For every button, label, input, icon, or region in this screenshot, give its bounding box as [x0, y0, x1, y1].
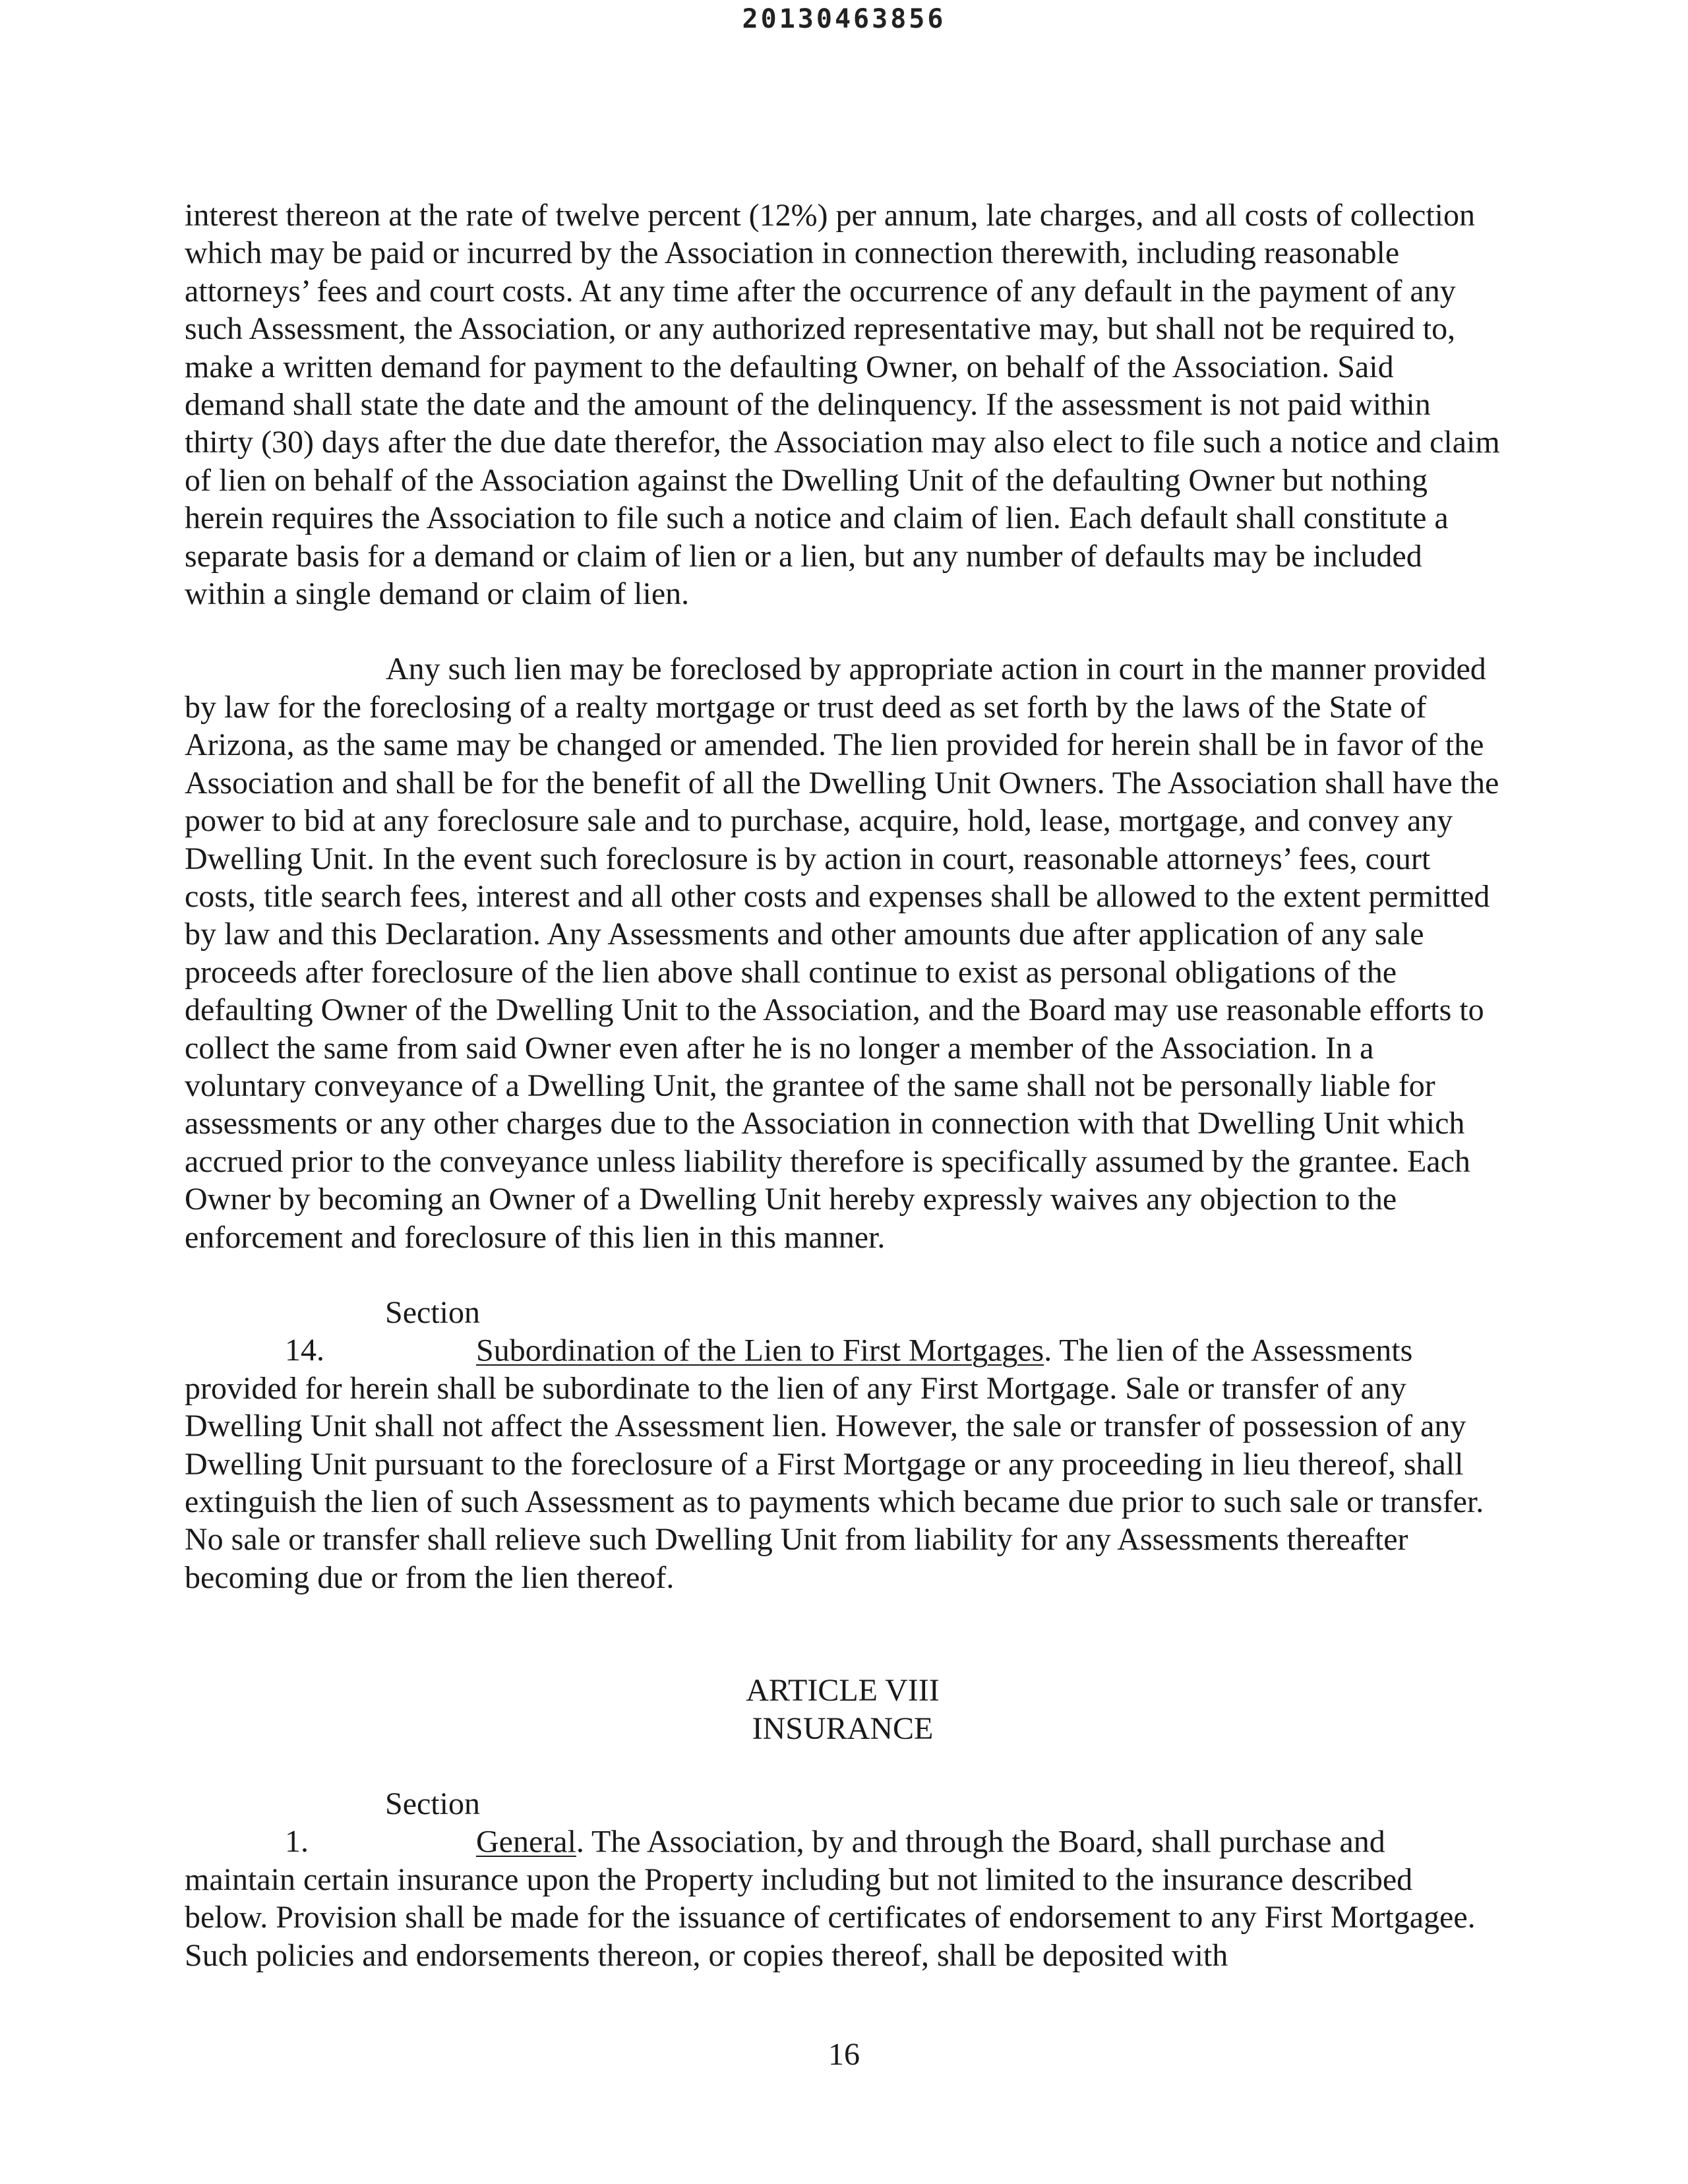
document-body — [185, 197, 1501, 2012]
section-14 — [185, 1294, 1501, 1596]
recording-number: 20130463856 — [742, 4, 946, 34]
section-1-label: Section 1. — [285, 1786, 480, 1860]
section-1-body: . The Association, by and through the Board, shall purchase and maintain certain insurance upon the Property including but not limited to the insurance described below. Provision shall be made for the issuance of certificates of endorsement to any First Mortgagee. Such policies and endorsements thereon, or copies thereof, shall be deposited with — [185, 1824, 1476, 1973]
section-14-title: Subordination of the Lien to First Mortgages — [476, 1333, 1044, 1368]
article-number: ARTICLE VIII — [746, 1673, 940, 1709]
article-heading — [185, 1672, 1501, 1747]
section-14-label: Section 14. — [285, 1294, 480, 1368]
page-number: 16 — [828, 2037, 860, 2072]
section-14-body: . The lien of the Assessments provided for herein shall be subordinate to the lien of any First Mortgage. Sale or transfer of any Dwelling Unit shall not affect the Assessment lien. However, the sale or transfer of possession of any Dwelling Unit pursuant to the foreclosure of a First Mortgage or any proceeding in lieu thereof, shall extinguish the lien of such Assessment as to payments which became due prior to such sale or transfer. No sale or transfer shall relieve such Dwelling Unit from liability for any Assessments thereafter becoming due or from the lien thereof. — [185, 1333, 1484, 1595]
paragraph-lien-interest: interest thereon at the rate of twelve percent (12%) per annum, late charges, and all costs of collection which may be paid or incurred by the Association in connection therewith, including reasonable attorneys’ fees and court costs. At any time after the occurrence of any default in the payment of any such Assessment, the Association, or any authorized representative may, but shall not be required to, make a written demand for payment to the defaulting Owner, on behalf of the Association. Said demand shall state the date and the amount of the delinquency. If the assessment is not paid within thirty (30) days after the due date therefor, the Association may also elect to file such a notice and claim of lien on behalf of the Association against the Dwelling Unit of the defaulting Owner but nothing herein requires the Association to file such a notice and claim of lien. Each default shall constitute a separate basis for a demand or claim of lien or a lien, but any number of defaults may be included within a single demand or claim of lien. — [185, 198, 1500, 612]
section-1-title: General — [476, 1824, 576, 1860]
section-1 — [185, 1785, 1501, 1974]
paragraph-lien-foreclosure: Any such lien may be foreclosed by appropriate action in court in the manner provided by law for the foreclosing of a realty mortgage or trust deed as set forth by the laws of the State of Arizona, as the same may be changed or amended. The lien provided for herein shall be in favor of the Association and shall be for the benefit of all the Dwelling Unit Owners. The Association shall have the power to bid at any foreclosure sale and to purchase, acquire, hold, lease, mortgage, and convey any Dwelling Unit. In the event such foreclosure is by action in court, reasonable attorneys’ fees, court costs, title search fees, interest and all other costs and expenses shall be allowed to the extent permitted by law and this Declaration. Any Assessments and other amounts due after application of any sale proceeds after foreclosure of the lien above shall continue to exist as personal obligations of the defaulting Owner of the Dwelling Unit to the Association, and the Board may use reasonable efforts to collect the same from said Owner even after he is no longer a member of the Association. In a voluntary conveyance of a Dwelling Unit, the grantee of the same shall not be personally liable for assessments or any other charges due to the Association in connection with that Dwelling Unit which accrued prior to the conveyance unless liability therefore is specifically assumed by the grantee. Each Owner by becoming an Owner of a Dwelling Unit hereby expressly waives any objection to the enforcement and foreclosure of this lien in this manner. — [185, 652, 1499, 1255]
article-title: INSURANCE — [752, 1711, 934, 1746]
